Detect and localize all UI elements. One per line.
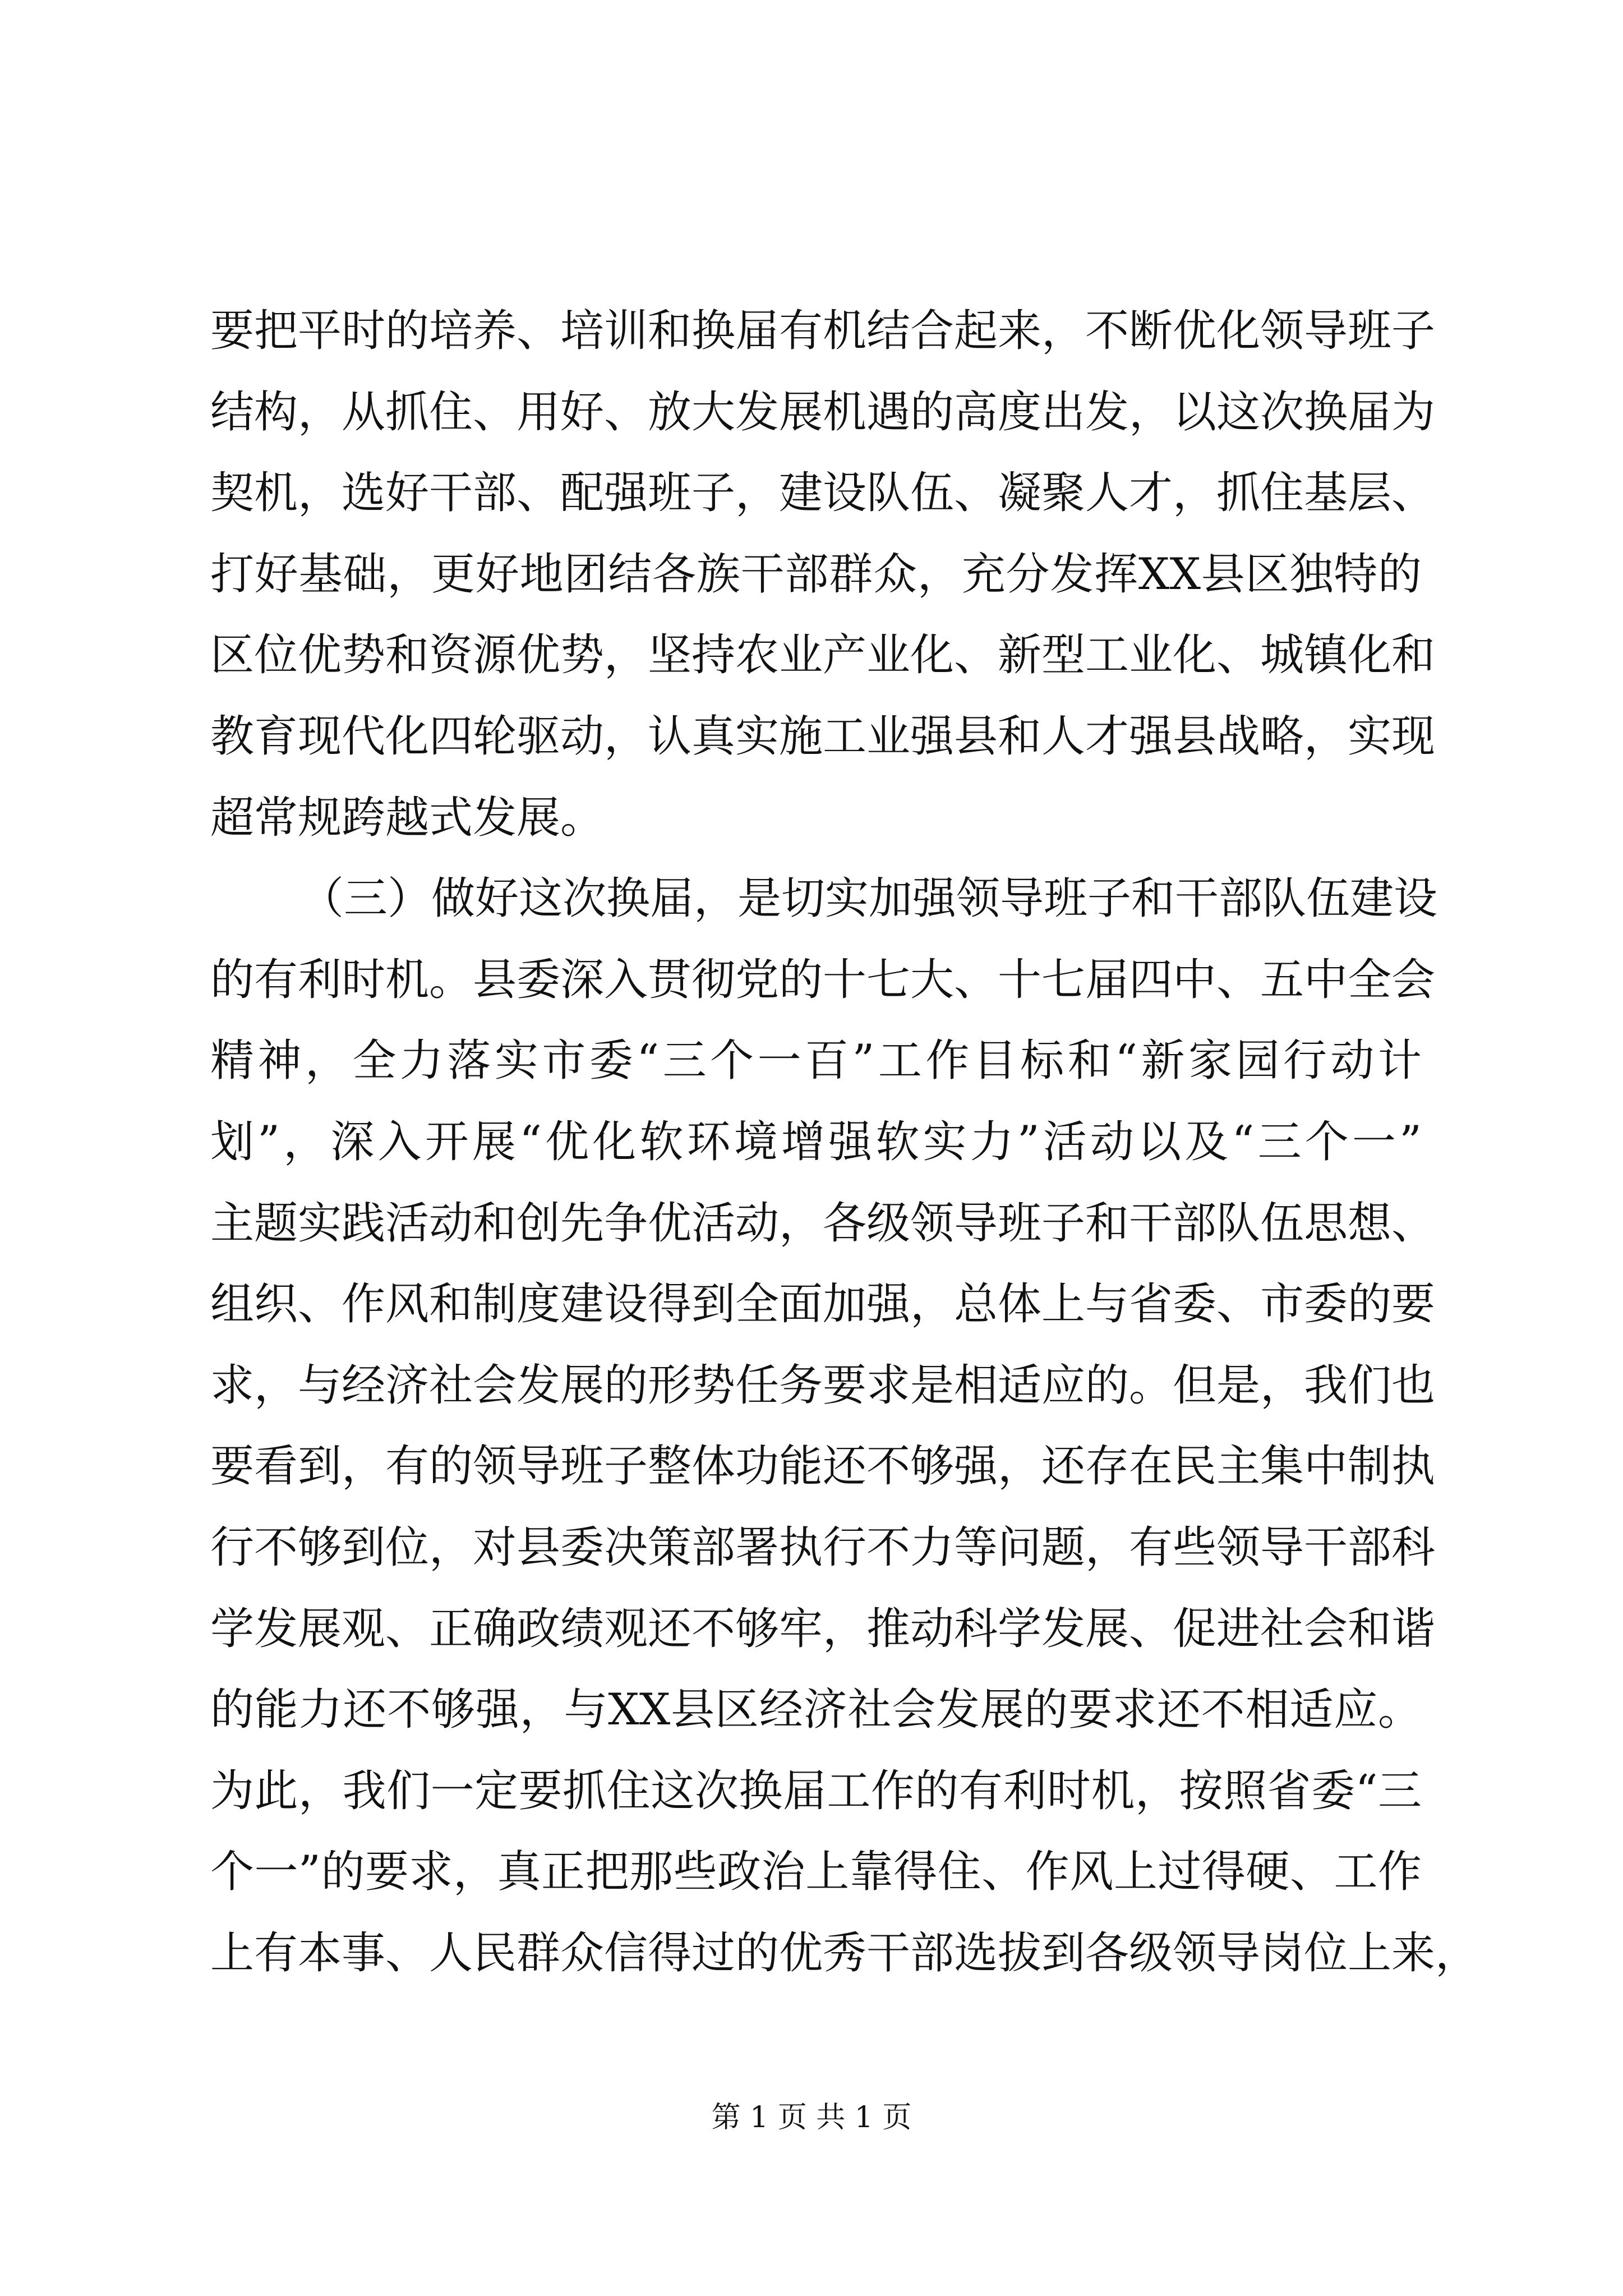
text-line: 划”，深入开展“优化软环境增强软实力”活动以及“三个一” xyxy=(210,1116,1422,1167)
text-line: 教育现代化四轮驱动，认真实施工业强县和人才强县战略，实现 xyxy=(210,711,1436,762)
text-line: 要把平时的培养、培训和换届有机结合起来，不断优化领导班子 xyxy=(210,306,1436,356)
text-line: 精神，全力落实市委“三个一百”工作目标和“新家园行动计 xyxy=(210,1036,1422,1087)
text-line: 结构，从抓住、用好、放大发展机遇的高度出发，以这次换届为 xyxy=(210,386,1436,438)
text-line: 区位优势和资源优势，坚持农业产业化、新型工业化、城镇化和 xyxy=(210,630,1436,681)
text-line: （三）做好这次换届，是切实加强领导班子和干部队伍建设 xyxy=(300,873,1438,924)
text-line: 求，与经济社会发展的形势任务要求是相适应的。但是，我们也 xyxy=(210,1360,1436,1411)
text-line: 学发展观、正确政绩观还不够牢，推动科学发展、促进社会和谐 xyxy=(210,1603,1436,1654)
text-line: 超常规跨越式发展。 xyxy=(210,792,605,843)
text-line: 的有利时机。县委深入贯彻党的十七大、十七届四中、五中全会 xyxy=(210,954,1436,1005)
text-line: 要看到，有的领导班子整体功能还不够强，还存在民主集中制执 xyxy=(210,1441,1436,1492)
body-text xyxy=(210,291,1479,1994)
text-line: 上有本事、人民群众信得过的优秀干部选拔到各级领导岗位上来， xyxy=(210,1927,1479,1978)
text-line: 个一”的要求，真正把那些政治上靠得住、作风上过得硬、工作 xyxy=(210,1847,1422,1898)
text-line: 打好基础，更好地团结各族干部群众，充分发挥XX县区独特的 xyxy=(210,549,1422,600)
page-footer xyxy=(0,2098,1623,2137)
text-line: 的能力还不够强，与XX县区经济社会发展的要求还不相适应。 xyxy=(210,1685,1422,1736)
text-line: 组织、作风和制度建设得到全面加强，总体上与省委、市委的要 xyxy=(210,1279,1436,1330)
text-line: 为此，我们一定要抓住这次换届工作的有利时机，按照省委“三 xyxy=(210,1765,1422,1816)
text-line: 契机，选好干部、配强班子，建设队伍、凝聚人才，抓住基层、 xyxy=(210,468,1436,519)
page-number-label: 第 1 页 共 1 页 xyxy=(711,2101,912,2134)
text-line: 行不够到位，对县委决策部署执行不力等问题，有些领导干部科 xyxy=(210,1522,1436,1573)
text-line: 主题实践活动和创先争优活动，各级领导班子和干部队伍思想、 xyxy=(210,1198,1436,1249)
